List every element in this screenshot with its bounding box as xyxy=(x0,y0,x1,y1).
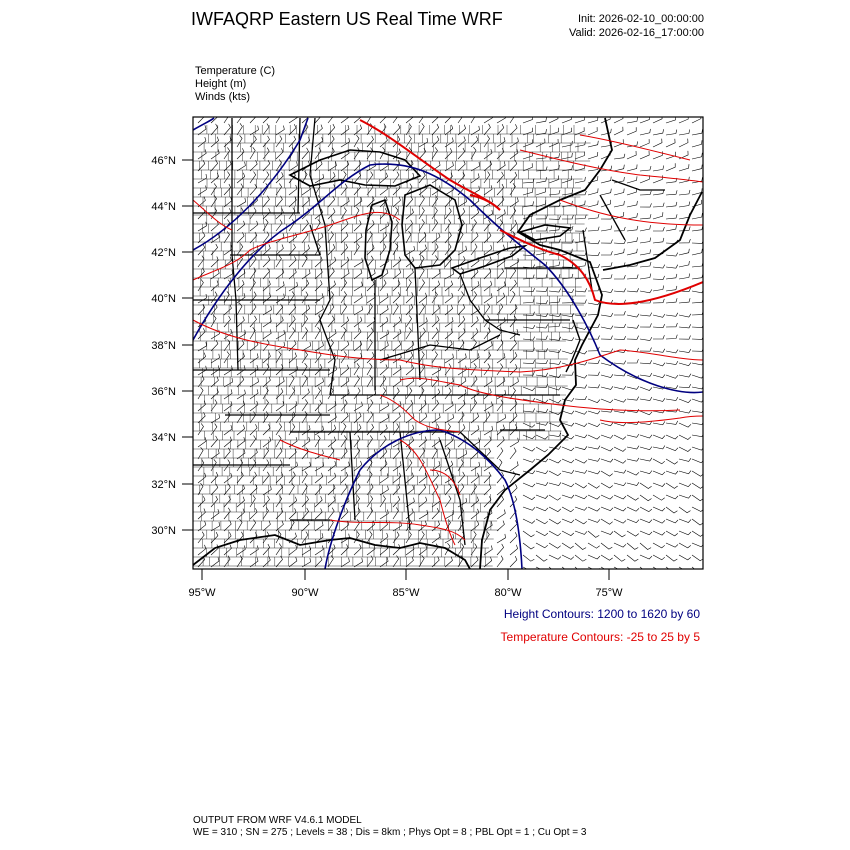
lat-tick-label: 34°N xyxy=(151,432,176,444)
lat-tick-label: 36°N xyxy=(151,386,176,398)
temperature-contours-legend: Temperature Contours: -25 to 25 by 5 xyxy=(500,630,700,644)
model-info-line1: OUTPUT FROM WRF V4.6.1 MODEL xyxy=(193,815,362,826)
height-contours-legend: Height Contours: 1200 to 1620 by 60 xyxy=(503,607,700,621)
lat-tick-label: 32°N xyxy=(151,479,176,491)
model-info-line2: WE = 310 ; SN = 275 ; Levels = 38 ; Dis = 8km ; Phys Opt = 8 ; PBL Opt = 1 ; Cu Opt = 3 xyxy=(193,827,587,838)
latitude-axis xyxy=(151,155,193,537)
lat-tick-label: 42°N xyxy=(151,247,176,259)
lon-tick-label: 95°W xyxy=(188,587,216,599)
map-title: IWFAQRP Eastern US Real Time WRF xyxy=(191,9,503,29)
lat-tick-label: 30°N xyxy=(151,525,176,537)
field-temperature: Temperature (C) xyxy=(195,65,276,77)
longitude-axis xyxy=(188,569,623,599)
lat-tick-label: 40°N xyxy=(151,293,176,305)
lat-tick-label: 44°N xyxy=(151,201,176,213)
lon-tick-label: 90°W xyxy=(291,587,319,599)
valid-time: Valid: 2026-02-16_17:00:00 xyxy=(569,27,704,39)
lat-tick-label: 46°N xyxy=(151,155,176,167)
lat-tick-label: 38°N xyxy=(151,340,176,352)
field-winds: Winds (kts) xyxy=(195,91,250,103)
init-time: Init: 2026-02-10_00:00:00 xyxy=(578,13,704,25)
lon-tick-label: 80°W xyxy=(494,587,522,599)
field-height: Height (m) xyxy=(195,78,247,90)
lon-tick-label: 85°W xyxy=(392,587,420,599)
lon-tick-label: 75°W xyxy=(595,587,623,599)
